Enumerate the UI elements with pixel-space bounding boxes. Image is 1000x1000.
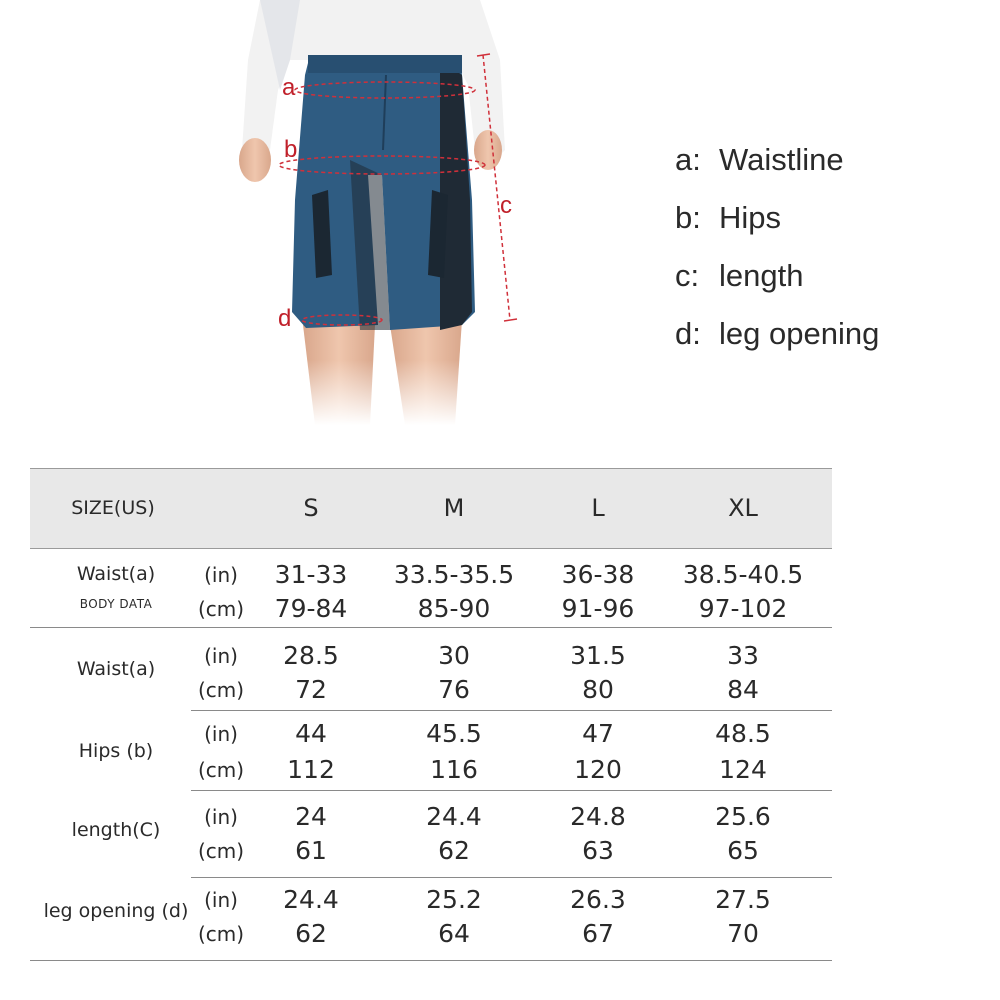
divider <box>30 627 832 628</box>
legend-item-waistline <box>675 142 879 200</box>
cell-xl-cm: 70 <box>727 919 759 948</box>
row-label: leg opening (d) <box>43 900 189 922</box>
size-header-s: S <box>303 494 319 522</box>
unit-cm: (cm) <box>197 839 245 863</box>
cell-m-in: 25.2 <box>426 885 482 914</box>
table-header <box>30 468 832 549</box>
cell-s-cm: 72 <box>295 675 327 704</box>
size-header-m: M <box>443 494 465 522</box>
cell-m-in: 45.5 <box>426 719 482 748</box>
size-header: SIZE(US) <box>71 497 155 519</box>
cell-xl-cm: 84 <box>727 675 759 704</box>
cell-m-in: 24.4 <box>426 802 482 831</box>
cell-m-cm: 116 <box>430 755 478 784</box>
legend-text: Hips <box>719 200 782 235</box>
cell-l-cm: 120 <box>574 755 622 784</box>
measure-label-d: d <box>278 305 292 332</box>
measure-label-b: b <box>284 136 298 163</box>
cell-l-cm: 80 <box>582 675 614 704</box>
divider <box>191 877 832 878</box>
cell-s-in: 24 <box>295 802 327 831</box>
cell-s-in: 31-33 <box>274 560 348 589</box>
cell-xl-cm: 65 <box>727 836 759 865</box>
legend-key: d: <box>675 316 701 351</box>
cell-l-in: 31.5 <box>570 641 626 670</box>
unit-in: (in) <box>204 644 238 668</box>
row-label: Hips (b) <box>78 740 154 762</box>
cell-m-cm: 62 <box>438 836 470 865</box>
cell-l-cm: 67 <box>582 919 614 948</box>
cell-s-in: 24.4 <box>283 885 339 914</box>
cell-xl-in: 33 <box>727 641 759 670</box>
legend-item-length <box>675 258 879 316</box>
legend-text: Waistline <box>719 142 844 177</box>
unit-cm: (cm) <box>197 597 245 621</box>
unit-cm: (cm) <box>197 678 245 702</box>
cell-m-cm: 85-90 <box>417 594 491 623</box>
cell-l-in: 24.8 <box>570 802 626 831</box>
cell-l-in: 36-38 <box>561 560 635 589</box>
divider <box>191 790 832 791</box>
shorts-illustration <box>200 0 540 425</box>
row-label: Waist(a) <box>76 658 156 680</box>
unit-in: (in) <box>204 722 238 746</box>
unit-cm: (cm) <box>197 922 245 946</box>
cell-xl-in: 25.6 <box>715 802 771 831</box>
size-header-l: L <box>591 494 605 522</box>
cell-xl-in: 48.5 <box>715 719 771 748</box>
measurement-legend <box>675 142 879 374</box>
row-label: Waist(a) <box>76 563 156 585</box>
legend-item-leg-opening <box>675 316 879 374</box>
divider <box>191 710 832 711</box>
legend-key: b: <box>675 200 701 235</box>
cell-xl-in: 38.5-40.5 <box>682 560 804 589</box>
measure-label-a: a <box>282 74 296 101</box>
cell-m-cm: 76 <box>438 675 470 704</box>
unit-in: (in) <box>204 888 238 912</box>
unit-in: (in) <box>204 563 238 587</box>
cell-s-cm: 62 <box>295 919 327 948</box>
row-sublabel: BODY DATA <box>79 597 153 611</box>
legend-item-hips <box>675 200 879 258</box>
size-header-xl: XL <box>728 494 758 522</box>
cell-m-in: 30 <box>438 641 470 670</box>
cell-l-in: 26.3 <box>570 885 626 914</box>
cell-xl-cm: 97-102 <box>698 594 788 623</box>
row-label: length(C) <box>71 819 161 841</box>
cell-l-cm: 63 <box>582 836 614 865</box>
cell-s-cm: 61 <box>295 836 327 865</box>
legend-text: length <box>719 258 804 293</box>
table-bottom-border <box>30 960 832 961</box>
legend-key: a: <box>675 142 701 177</box>
cell-s-in: 44 <box>295 719 327 748</box>
cell-m-cm: 64 <box>438 919 470 948</box>
cell-s-cm: 79-84 <box>274 594 348 623</box>
cell-xl-in: 27.5 <box>715 885 771 914</box>
legend-key: c: <box>675 258 700 293</box>
product-photo <box>200 0 540 425</box>
cell-s-in: 28.5 <box>283 641 339 670</box>
cell-s-cm: 112 <box>287 755 335 784</box>
cell-m-in: 33.5-35.5 <box>393 560 515 589</box>
unit-cm: (cm) <box>197 758 245 782</box>
legend-text: leg opening <box>719 316 880 351</box>
measure-label-c: c <box>500 192 512 219</box>
unit-in: (in) <box>204 805 238 829</box>
cell-xl-cm: 124 <box>719 755 767 784</box>
cell-l-cm: 91-96 <box>561 594 635 623</box>
cell-l-in: 47 <box>582 719 614 748</box>
